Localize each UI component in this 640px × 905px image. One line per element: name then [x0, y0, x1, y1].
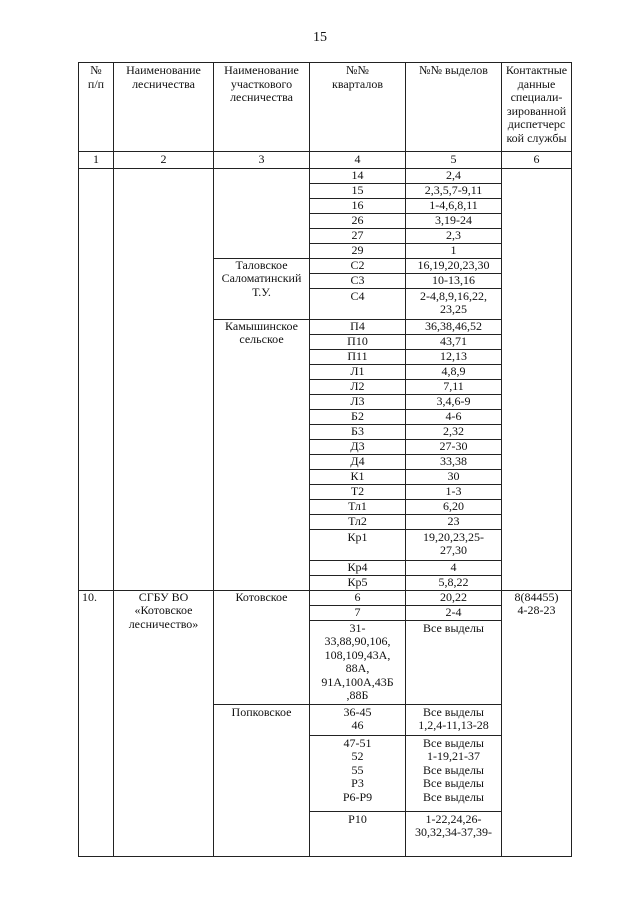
section-cell: 23 [406, 514, 502, 529]
section-cell: 2,3 [406, 228, 502, 243]
col-number: 3 [214, 152, 310, 169]
col-number: 5 [406, 152, 502, 169]
quarter-cell: П11 [310, 349, 406, 364]
quarter-cell: 16 [310, 198, 406, 213]
quarter-cell: К1 [310, 469, 406, 484]
contacts-cell: 8(84455) 4-28-23 [502, 590, 572, 856]
quarter-cell: 7 [310, 605, 406, 620]
section-cell: 4-6 [406, 409, 502, 424]
header-forestry: Наименование лесничества [114, 63, 214, 152]
district-cell: Камышинское сельское [214, 319, 310, 590]
section-cell: 7,11 [406, 379, 502, 394]
section-cell: Все выделы [406, 620, 502, 704]
section-cell: 2,32 [406, 424, 502, 439]
section-cell: 19,20,23,25- 27,30 [406, 529, 502, 560]
forestry-cell [114, 168, 214, 590]
quarter-cell: П4 [310, 319, 406, 334]
section-cell: 4 [406, 560, 502, 575]
quarter-cell: Л1 [310, 364, 406, 379]
section-cell: 1-3 [406, 484, 502, 499]
section-cell: Все выделы 1-19,21-37 Все выделы Все выделы Все выделы [406, 735, 502, 811]
quarter-cell: Б2 [310, 409, 406, 424]
quarter-cell: Д3 [310, 439, 406, 454]
quarter-cell: 47-51 52 55 Р3 Р6-Р9 [310, 735, 406, 811]
quarter-cell: Кр5 [310, 575, 406, 590]
section-cell: 10-13,16 [406, 273, 502, 288]
district-cell: Таловское Саломатинский Т.У. [214, 258, 310, 319]
quarter-cell: 14 [310, 168, 406, 183]
quarter-cell: Р10 [310, 811, 406, 856]
section-cell: 6,20 [406, 499, 502, 514]
quarter-cell: Кр1 [310, 529, 406, 560]
section-cell: 5,8,22 [406, 575, 502, 590]
section-cell: 1 [406, 243, 502, 258]
quarter-cell: С4 [310, 288, 406, 319]
section-cell: 2-4 [406, 605, 502, 620]
quarter-cell: Тл2 [310, 514, 406, 529]
quarter-cell: Л2 [310, 379, 406, 394]
section-cell: 2-4,8,9,16,22, 23,25 [406, 288, 502, 319]
section-cell: 27-30 [406, 439, 502, 454]
header-district: Наименование участкового лесничества [214, 63, 310, 152]
header-contacts: Контактные данные специали- зированной диспетчерс кой службы [502, 63, 572, 152]
header-quarters: №№ кварталов [310, 63, 406, 152]
district-cell [214, 168, 310, 258]
section-cell: 2,4 [406, 168, 502, 183]
col-number: 2 [114, 152, 214, 169]
section-cell: 16,19,20,23,30 [406, 258, 502, 273]
section-cell: 3,19-24 [406, 213, 502, 228]
quarter-cell: 29 [310, 243, 406, 258]
section-cell: 30 [406, 469, 502, 484]
table-row [79, 590, 572, 605]
quarter-cell: С2 [310, 258, 406, 273]
column-number-row [79, 152, 572, 169]
quarter-cell: 26 [310, 213, 406, 228]
table-row [79, 168, 572, 183]
col-number: 6 [502, 152, 572, 169]
section-cell: 12,13 [406, 349, 502, 364]
page-number: 15 [313, 30, 327, 45]
district-cell: Попковское [214, 704, 310, 856]
quarter-cell: 27 [310, 228, 406, 243]
col-number: 4 [310, 152, 406, 169]
forestry-table [78, 62, 572, 857]
quarter-cell: Б3 [310, 424, 406, 439]
quarter-cell: 36-45 46 [310, 704, 406, 735]
section-cell: 3,4,6-9 [406, 394, 502, 409]
section-cell: 2,3,5,7-9,11 [406, 183, 502, 198]
header-num: № п/п [79, 63, 114, 152]
header-sections: №№ выделов [406, 63, 502, 152]
num-cell [79, 168, 114, 590]
col-number: 1 [79, 152, 114, 169]
quarter-cell: Д4 [310, 454, 406, 469]
quarter-cell: С3 [310, 273, 406, 288]
table-header-row [79, 63, 572, 152]
contacts-cell [502, 168, 572, 590]
quarter-cell: Тл1 [310, 499, 406, 514]
section-cell: 33,38 [406, 454, 502, 469]
quarter-cell: 31- 33,88,90,106, 108,109,43А, 88А, 91А,100А,43Б ,88Б [310, 620, 406, 704]
quarter-cell: Т2 [310, 484, 406, 499]
district-cell: Котовское [214, 590, 310, 704]
section-cell: 1-4,6,8,11 [406, 198, 502, 213]
quarter-cell: 6 [310, 590, 406, 605]
section-cell: 1-22,24,26- 30,32,34-37,39- [406, 811, 502, 856]
section-cell: Все выделы 1,2,4-11,13-28 [406, 704, 502, 735]
quarter-cell: П10 [310, 334, 406, 349]
quarter-cell: 15 [310, 183, 406, 198]
num-cell: 10. [79, 590, 114, 856]
section-cell: 4,8,9 [406, 364, 502, 379]
section-cell: 36,38,46,52 [406, 319, 502, 334]
quarter-cell: Кр4 [310, 560, 406, 575]
forestry-cell: СГБУ ВО «Котовское лесничество» [114, 590, 214, 856]
quarter-cell: Л3 [310, 394, 406, 409]
section-cell: 20,22 [406, 590, 502, 605]
section-cell: 43,71 [406, 334, 502, 349]
